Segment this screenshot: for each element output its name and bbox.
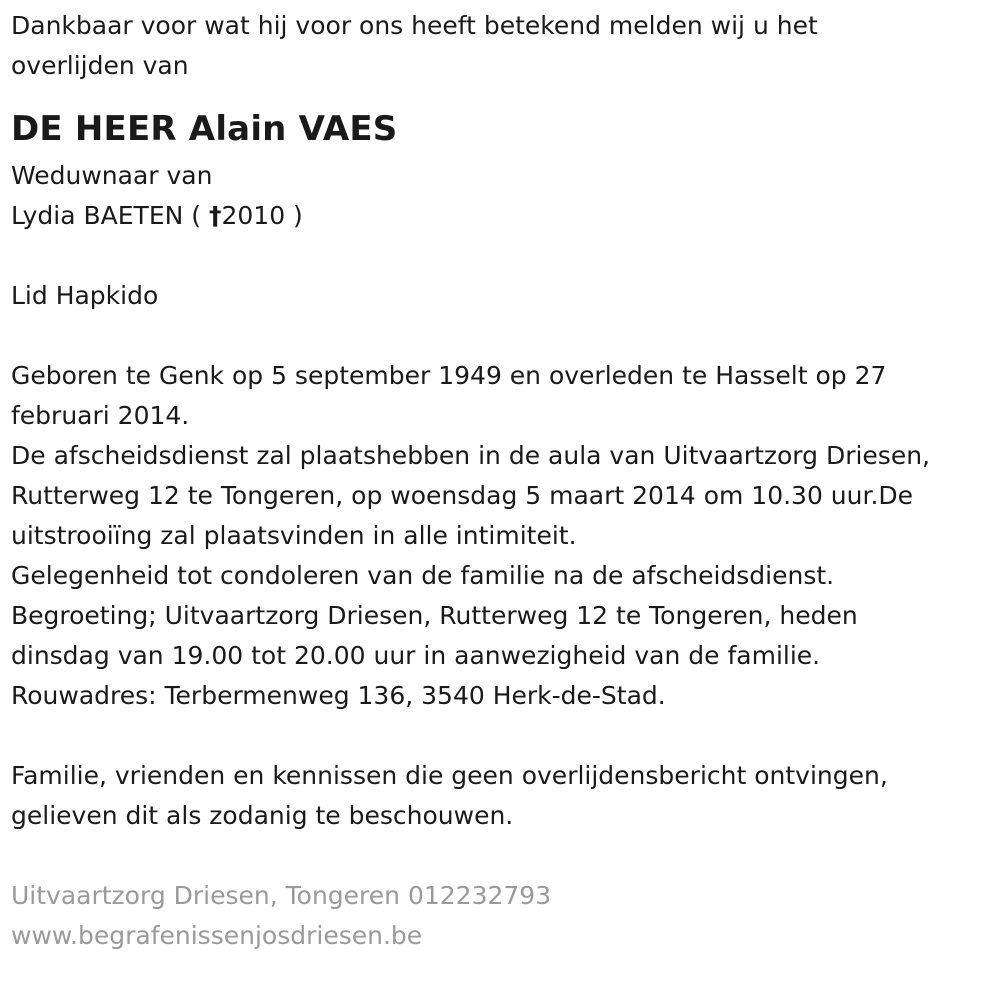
details-block xyxy=(11,356,990,716)
closing-block xyxy=(11,756,990,836)
funeral-home-contact: Uitvaartzorg Driesen, Tongeren 012232793 xyxy=(11,881,552,910)
details-line: Begroeting; Uitvaartzorg Driesen, Rutterweg 12 te Tongeren, heden xyxy=(11,601,858,630)
details-line: Gelegenheid tot condoleren van de familie na de afscheidsdienst. xyxy=(11,561,835,590)
closing-line: Familie, vrienden en kennissen die geen overlijdensbericht ontvingen, xyxy=(11,761,888,790)
membership-text: Lid Hapkido xyxy=(11,281,159,310)
details-line: Rutterweg 12 te Tongeren, op woensdag 5 maart 2014 om 10.30 uur.De xyxy=(11,481,914,510)
footer xyxy=(11,876,990,956)
website-link[interactable]: www.begrafenissenjosdriesen.be xyxy=(11,921,423,950)
relation-label: Weduwnaar van xyxy=(11,161,213,190)
spacer xyxy=(11,316,990,356)
spacer xyxy=(11,236,990,276)
spouse-death-year: 2010 ) xyxy=(221,201,303,230)
details-line: februari 2014. xyxy=(11,401,190,430)
details-line: dinsdag van 19.00 tot 20.00 uur in aanwezigheid van de familie. xyxy=(11,641,821,670)
intro-line-1: Dankbaar voor wat hij voor ons heeft betekend melden wij u het xyxy=(11,11,818,40)
details-line: Rouwadres: Terbermenweg 136, 3540 Herk-de-Stad. xyxy=(11,681,666,710)
spouse-line xyxy=(11,196,990,236)
details-line: uitstrooiïng zal plaatsvinden in alle intimiteit. xyxy=(11,521,577,550)
spacer xyxy=(11,836,990,876)
spouse-name: Lydia BAETEN ( xyxy=(11,201,209,230)
deceased-name: DE HEER Alain VAES xyxy=(11,109,398,149)
spacer xyxy=(11,716,990,756)
details-line: De afscheidsdienst zal plaatshebben in de aula van Uitvaartzorg Driesen, xyxy=(11,441,931,470)
intro-line-2: overlijden van xyxy=(11,51,189,80)
details-line: Geboren te Genk op 5 september 1949 en overleden te Hasselt op 27 xyxy=(11,361,887,390)
closing-line: gelieven dit als zodanig te beschouwen. xyxy=(11,801,514,830)
cross-icon: † xyxy=(208,201,222,230)
